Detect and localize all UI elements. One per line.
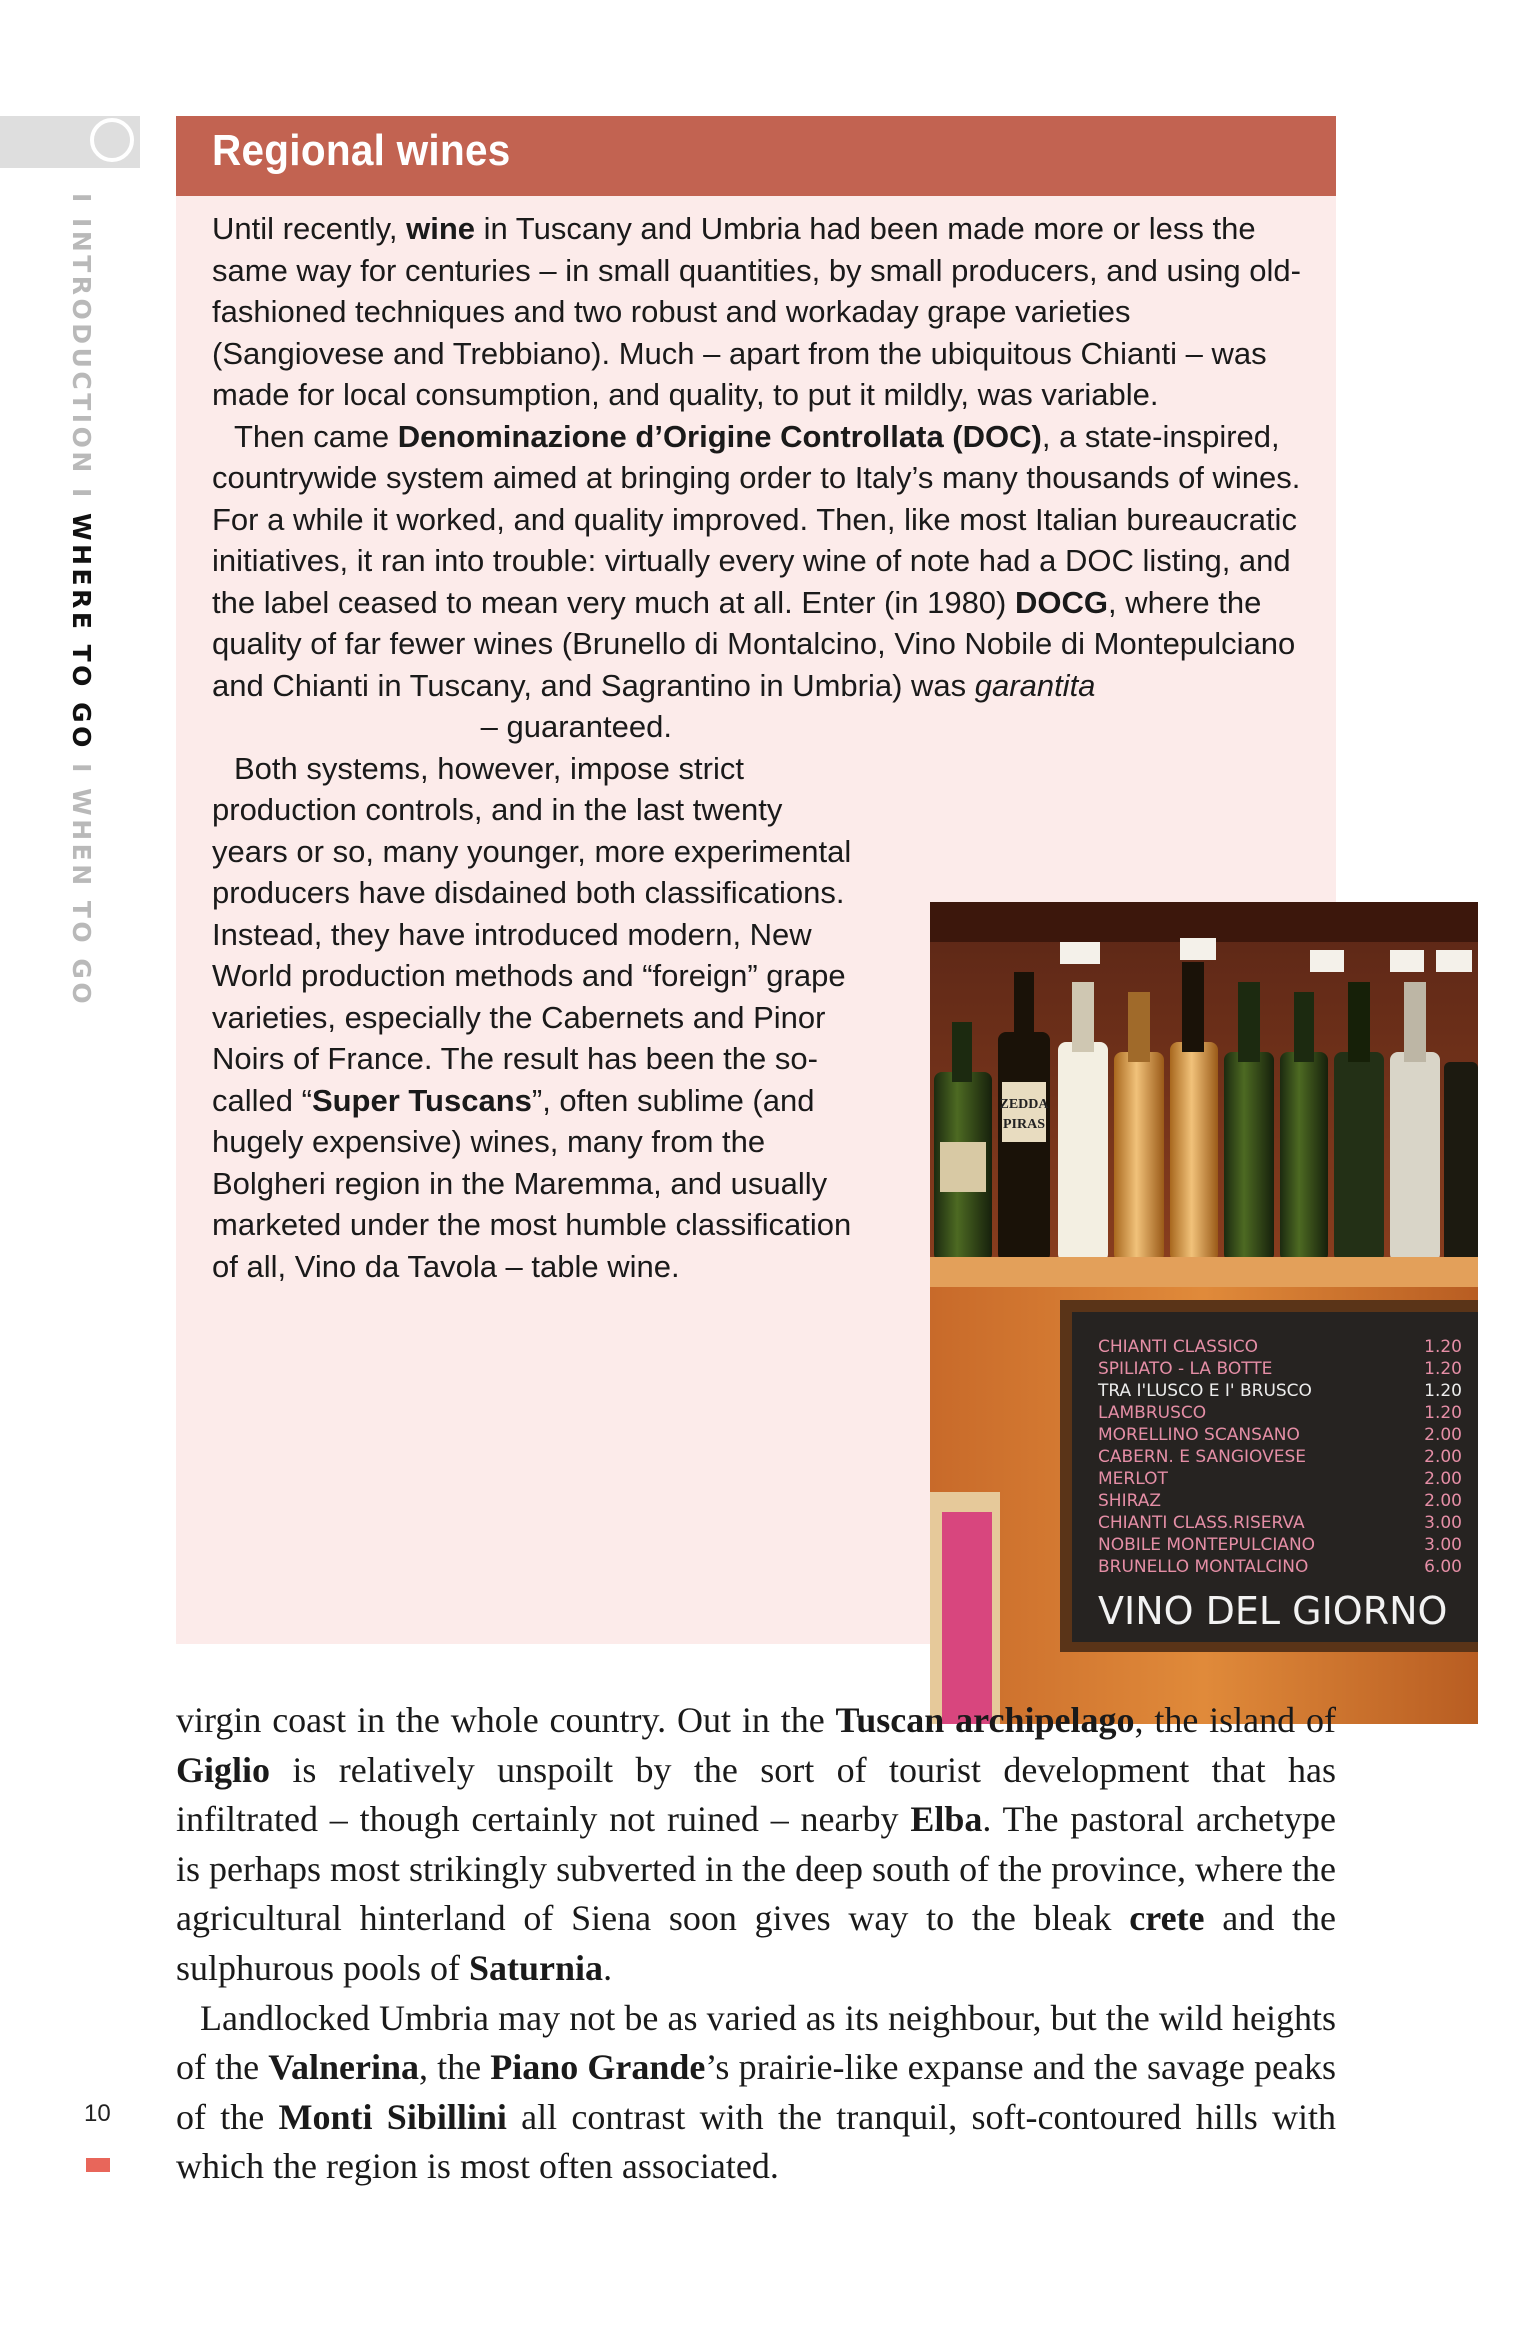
nav-separator: I bbox=[67, 487, 96, 501]
box-paragraph: Then came Denominazione d’Origine Controllata (DOC), a state-inspired, countrywide system aimed at bringing order to Italy’s many thousands of wines. For a while it worked, and quality improved. Then, like most Italian bureaucratic initiatives, it ran into trouble: virtually every wine of note had a DOC listing, and the label ceased to mean very much at all. Enter (in 1980) DOCG, where the quality of far fewer wines (Brunello di Montalcino, Vino Nobile di Montepulciano and Chianti in Tuscany, and Sagrantino in Umbria) was garantita – guaranteed. bbox=[212, 418, 1301, 744]
nav-item-introduction[interactable]: INTRODUCTION bbox=[67, 218, 96, 476]
bottle-label-zedda: ZEDDA bbox=[999, 1097, 1049, 1112]
board-wine-price: 2.00 bbox=[1424, 1491, 1462, 1511]
box-header bbox=[176, 116, 1336, 196]
chalkboard bbox=[1060, 1300, 1478, 1652]
board-wine-name: CHIANTI CLASS.RISERVA bbox=[1098, 1513, 1305, 1533]
page-mark bbox=[86, 2158, 110, 2172]
board-wine-name: MERLOT bbox=[1098, 1469, 1168, 1489]
board-wine-name: NOBILE MONTEPULCIANO bbox=[1098, 1535, 1316, 1555]
board-wine-price: 2.00 bbox=[1424, 1425, 1462, 1445]
board-wine-price: 3.00 bbox=[1424, 1513, 1462, 1533]
board-footer: VINO DEL GIORNO bbox=[1098, 1589, 1448, 1633]
board-wine-name: TRA I'LUSCO E I' BRUSCO bbox=[1098, 1381, 1312, 1401]
regional-wines-box bbox=[176, 116, 1462, 1644]
main-body-text bbox=[176, 1696, 1336, 2192]
bottle-label-piras: PIRAS bbox=[1002, 1117, 1046, 1132]
box-title: Regional wines bbox=[212, 126, 511, 175]
nav-separator: I bbox=[67, 193, 96, 206]
board-wine-name: LAMBRUSCO bbox=[1098, 1403, 1207, 1423]
chapter-tab-circle-icon bbox=[90, 118, 134, 162]
nav-item-where-to-go[interactable]: WHERE TO GO bbox=[67, 513, 96, 751]
section-nav bbox=[67, 193, 96, 1007]
board-wine-price: 2.00 bbox=[1424, 1447, 1462, 1467]
board-wine-name: SHIRAZ bbox=[1098, 1491, 1161, 1511]
board-wine-price: 2.00 bbox=[1424, 1469, 1462, 1489]
wine-bar-photo bbox=[930, 902, 1478, 1724]
box-paragraph: Until recently, wine in Tuscany and Umbria had been made more or less the same way for centuries – in small quantities, by small producers, and using old-fashioned techniques and two robust and workaday grape varieties (Sangiovese and Trebbiano). Much – apart from the ubiquitous Chianti – was made for local consumption, and quality, to put it mildly, was variable. bbox=[212, 211, 1301, 412]
board-wine-name: CABERN. E SANGIOVESE bbox=[1098, 1447, 1307, 1467]
main-paragraph: Landlocked Umbria may not be as varied as its neighbour, but the wild heights of the Valnerina, the Piano Grande’s prairie-like expanse and the savage peaks of the Monti Sibillini all contrast with the tranquil, soft-contoured hills with which the region is most often associated. bbox=[176, 1997, 1337, 2187]
nav-item-when-to-go[interactable]: WHEN TO GO bbox=[67, 788, 96, 1008]
board-wine-price: 6.00 bbox=[1424, 1557, 1462, 1577]
box-paragraph: Both systems, however, impose strict production controls, and in the last twenty years or so, many younger, more experimental producers have disdained both classifications. Instead, they have introduced modern, New World production methods and “foreign” grape varieties, especially the Cabernets and Pinor Noirs of France. The result has been the so-called “Super Tuscans”, often sublime (and hugely expensive) wines, many from the Bolgheri region in the Maremma, and usually marketed under the most humble classification of all, Vino da Tavola – table wine. bbox=[212, 750, 852, 1284]
board-wine-name: CHIANTI CLASSICO bbox=[1098, 1337, 1259, 1357]
page-number: 10 bbox=[84, 2100, 111, 2127]
board-wine-price: 1.20 bbox=[1424, 1403, 1462, 1423]
board-wine-name: BRUNELLO MONTALCINO bbox=[1098, 1557, 1309, 1577]
board-wine-price: 1.20 bbox=[1424, 1337, 1462, 1357]
board-wine-name: MORELLINO SCANSANO bbox=[1098, 1425, 1300, 1445]
board-wine-price: 3.00 bbox=[1424, 1535, 1462, 1555]
board-wine-price: 1.20 bbox=[1424, 1359, 1462, 1379]
nav-separator: I bbox=[67, 763, 96, 776]
board-wine-price: 1.20 bbox=[1424, 1381, 1462, 1401]
board-wine-name: SPILIATO - LA BOTTE bbox=[1098, 1359, 1273, 1379]
main-paragraph: virgin coast in the whole country. Out in the Tuscan archipelago, the island of Giglio is relatively unspoilt by the sort of tourist development that has infiltrated – though certainly not ruined – nearby Elba. The pastoral archetype is perhaps most strikingly subverted in the deep south of the province, where the agricultural hinterland of Siena soon gives way to the bleak crete and the sulphurous pools of Saturnia. bbox=[176, 1700, 1337, 1988]
